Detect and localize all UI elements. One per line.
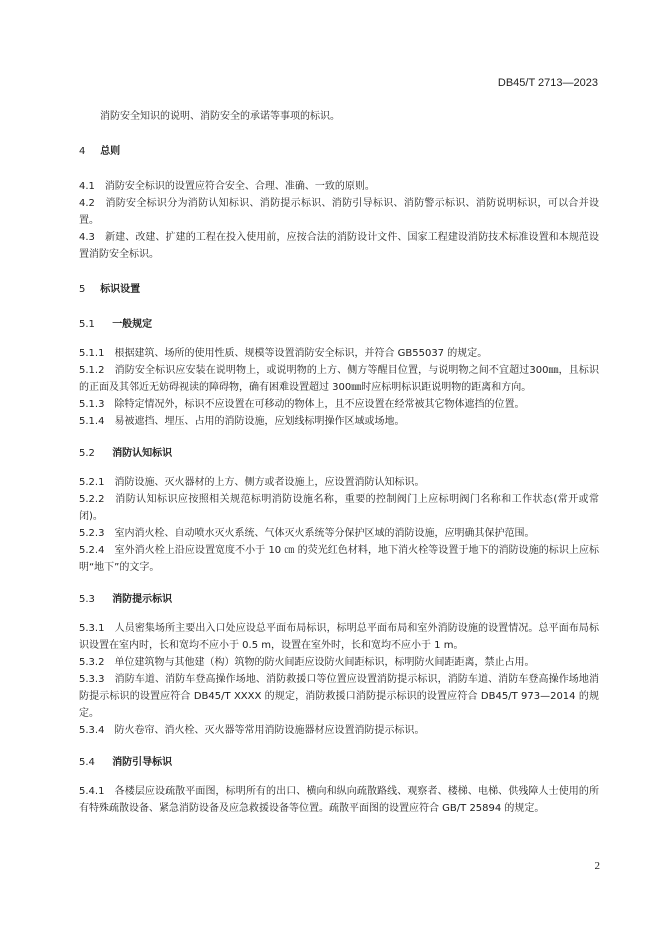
section-5-3-title: 消防提示标识 <box>112 594 173 605</box>
section-5-3-number: 5.3 <box>79 594 95 605</box>
clause-5-3-2: 5.3.2 单位建筑物与其他建（构）筑物的防火间距应设防火间距标识，标明防火间距距离，禁止占用。 <box>79 657 535 668</box>
section-5-4-number: 5.4 <box>79 757 95 768</box>
section-5-4-heading <box>79 754 599 771</box>
section-5-2-number: 5.2 <box>79 448 95 459</box>
clause-5-1-4: 5.1.4 易被遮挡、埋压、占用的消防设施，应划线标明操作区域或场地。 <box>79 416 405 427</box>
section-4-heading <box>79 143 599 160</box>
clause-5-2-3: 5.2.3 室内消火栓、自动喷水灭火系统、气体灭火系统等分保护区域的消防设施，应明确其保护范围。 <box>79 528 535 539</box>
section-5-2-title: 消防认知标识 <box>112 448 173 459</box>
clause-4-3: 4.3 新建、改建、扩建的工程在投入使用前，应按合法的消防设计文件、国家工程建设消防技术标准设置和本规范设置消防安全标识。 <box>79 232 599 260</box>
clause-5-2-1: 5.2.1 消防设施、灭火器材的上方、侧方或者设施上，应设置消防认知标识。 <box>79 477 425 488</box>
document-body <box>79 108 599 817</box>
section-5-1-heading <box>79 316 599 333</box>
section-5-number: 5 <box>79 284 86 295</box>
section-5-2-heading <box>79 445 599 462</box>
section-5-3-heading <box>79 591 599 608</box>
section-4-number: 4 <box>79 146 86 157</box>
section-4-title: 总则 <box>100 146 121 157</box>
clause-5-2-4: 5.2.4 室外消火栓上沿应设置宽度不小于 10 ㎝ 的荧光红色材料，地下消火栓等设置于地下的消防设施的标识上应标明“地下”的文字。 <box>79 545 599 573</box>
clause-5-2-2: 5.2.2 消防认知标识应按照相关规范标明消防设施名称，重要的控制阀门上应标明阀门名称和工作状态(常开或常闭)。 <box>79 494 599 522</box>
section-5-1-title: 一般规定 <box>112 319 153 330</box>
clause-5-1-3: 5.1.3 除特定情况外，标识不应设置在可移动的物体上，且不应设置在经常被其它物体遮挡的位置。 <box>79 399 525 410</box>
section-5-4-title: 消防引导标识 <box>112 757 173 768</box>
clause-5-1-2: 5.1.2 消防安全标识应安装在说明物上，或说明物的上方、侧方等醒目位置，与说明物之间不宜超过300㎜，且标识的正面及其邻近无妨碍视读的障碍物，确有困难设置超过 300㎜时应标明标识距说明物的距离和方向。 <box>79 365 599 393</box>
clause-4-2: 4.2 消防安全标识分为消防认知标识、消防提示标识、消防引导标识、消防警示标识、消防说明标识，可以合并设置。 <box>79 198 599 226</box>
clause-5-3-3: 5.3.3 消防车道、消防车登高操作场地、消防救援口等位置应设置消防提示标识，消防车道、消防车登高操作场地消防提示标识的设置应符合 DB45/T XXXX 的规定，消防救援口消防提示标识的设置应符合 DB45/T 973—2014 的规定。 <box>79 674 599 719</box>
clause-5-4-1: 5.4.1 各楼层应设疏散平面图，标明所有的出口、横向和纵向疏散路线、观察者、楼梯、电梯、供残障人士使用的所有特殊疏散设备、紧急消防设备及应急救援设备等位置。疏散平面图的设置应符合 GB/T 25894 的规定。 <box>79 786 599 814</box>
clause-5-3-4: 5.3.4 防火卷帘、消火栓、灭火器等常用消防设施器材应设置消防提示标识。 <box>79 725 425 736</box>
page-number: 2 <box>594 860 600 872</box>
section-5-1-number: 5.1 <box>79 319 95 330</box>
section-5-heading <box>79 281 599 298</box>
section-5-title: 标识设置 <box>100 284 141 295</box>
document-code-header: DB45/T 2713—2023 <box>497 77 598 89</box>
clause-4-1: 4.1 消防安全标识的设置应符合安全、合理、准确、一致的原则。 <box>79 181 375 192</box>
intro-paragraph: 消防安全知识的说明、消防安全的承诺等事项的标识。 <box>100 111 340 122</box>
clause-5-3-1: 5.3.1 人员密集场所主要出入口处应设总平面布局标识，标明总平面布局和室外消防设施的设置情况。总平面布局标识设置在室内时，长和宽均不应小于 0.5 m，设置在室外时，长和宽均不应小于 1 m。 <box>79 623 599 651</box>
clause-5-1-1: 5.1.1 根据建筑、场所的使用性质、规模等设置消防安全标识，并符合 GB55037 的规定。 <box>79 348 488 359</box>
